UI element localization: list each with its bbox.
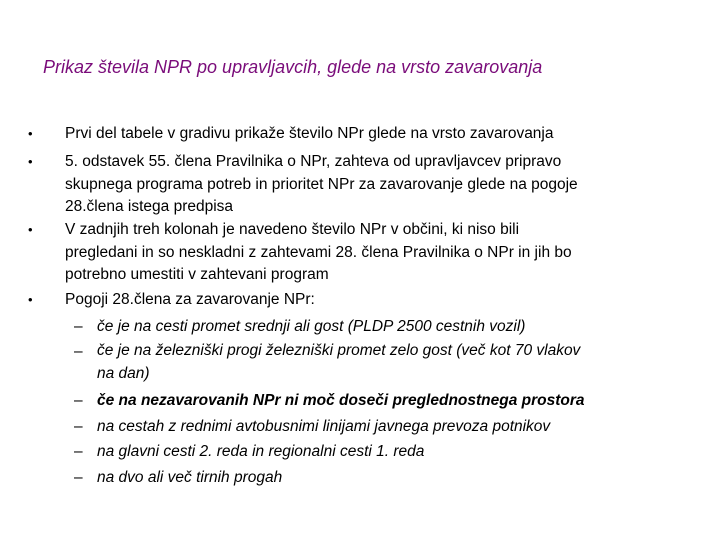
sub-line: na glavni cesti 2. reda in regionalni cesti 1. reda <box>97 443 425 460</box>
bullet-marker: • <box>28 154 33 169</box>
dash-marker: – <box>74 318 83 335</box>
bullet-marker: • <box>28 292 33 307</box>
bullet-text <box>65 289 685 312</box>
bullet-marker: • <box>28 222 33 237</box>
bullet-line: 5. odstavek 55. člena Pravilnika o NPr, zahteva od upravljavcev pripravo <box>65 153 562 170</box>
sub-line: če na nezavarovanih NPr ni moč doseči preglednostnega prostora <box>97 392 585 409</box>
dash-marker: – <box>74 343 83 360</box>
bullet-marker: • <box>28 126 33 141</box>
sub-text <box>97 415 697 440</box>
dash-marker: – <box>74 443 83 460</box>
bullet-text <box>65 123 685 146</box>
slide-title: Prikaz števila NPR po upravljavcih, glede na vrsto zavarovanja <box>43 57 543 77</box>
bullet-text <box>65 219 685 287</box>
bullet-line: 28.člena istega predpisa <box>65 198 234 215</box>
bullet-line: pregledani in so neskladni z zahtevami 28. člena Pravilnika o NPr in jih bo <box>65 243 572 261</box>
dash-marker: – <box>74 469 83 486</box>
sub-line: na dvo ali več tirnih progah <box>97 469 283 486</box>
sub-text <box>97 440 697 465</box>
sub-text <box>97 315 697 340</box>
sub-text <box>97 340 697 385</box>
bullet-line: potrebno umestiti v zahtevani program <box>65 266 329 283</box>
dash-marker: – <box>74 392 83 409</box>
dash-marker: – <box>74 418 83 435</box>
sub-line: na cestah z rednimi avtobusnimi linijami javnega prevoza potnikov <box>97 418 551 435</box>
bullet-line: Prvi del tabele v gradivu prikaže število NPr glede na vrsto zavarovanja <box>65 125 554 142</box>
sub-line: na dan) <box>97 364 150 382</box>
sub-text <box>97 466 697 491</box>
sub-line: če je na železniški progi železniški promet zelo gost (več kot 70 vlakov <box>97 342 581 359</box>
sub-line: če je na cesti promet srednji ali gost (PLDP 2500 cestnih vozil) <box>97 318 526 335</box>
bullet-line: V zadnjih treh kolonah je navedeno število NPr v občini, ki niso bili <box>65 221 520 238</box>
bullet-line: Pogoji 28.člena za zavarovanje NPr: <box>65 291 315 308</box>
sub-text <box>97 389 697 414</box>
bullet-text <box>65 151 685 219</box>
bullet-line: skupnega programa potreb in prioritet NPr za zavarovanje glede na pogoje <box>65 175 578 193</box>
